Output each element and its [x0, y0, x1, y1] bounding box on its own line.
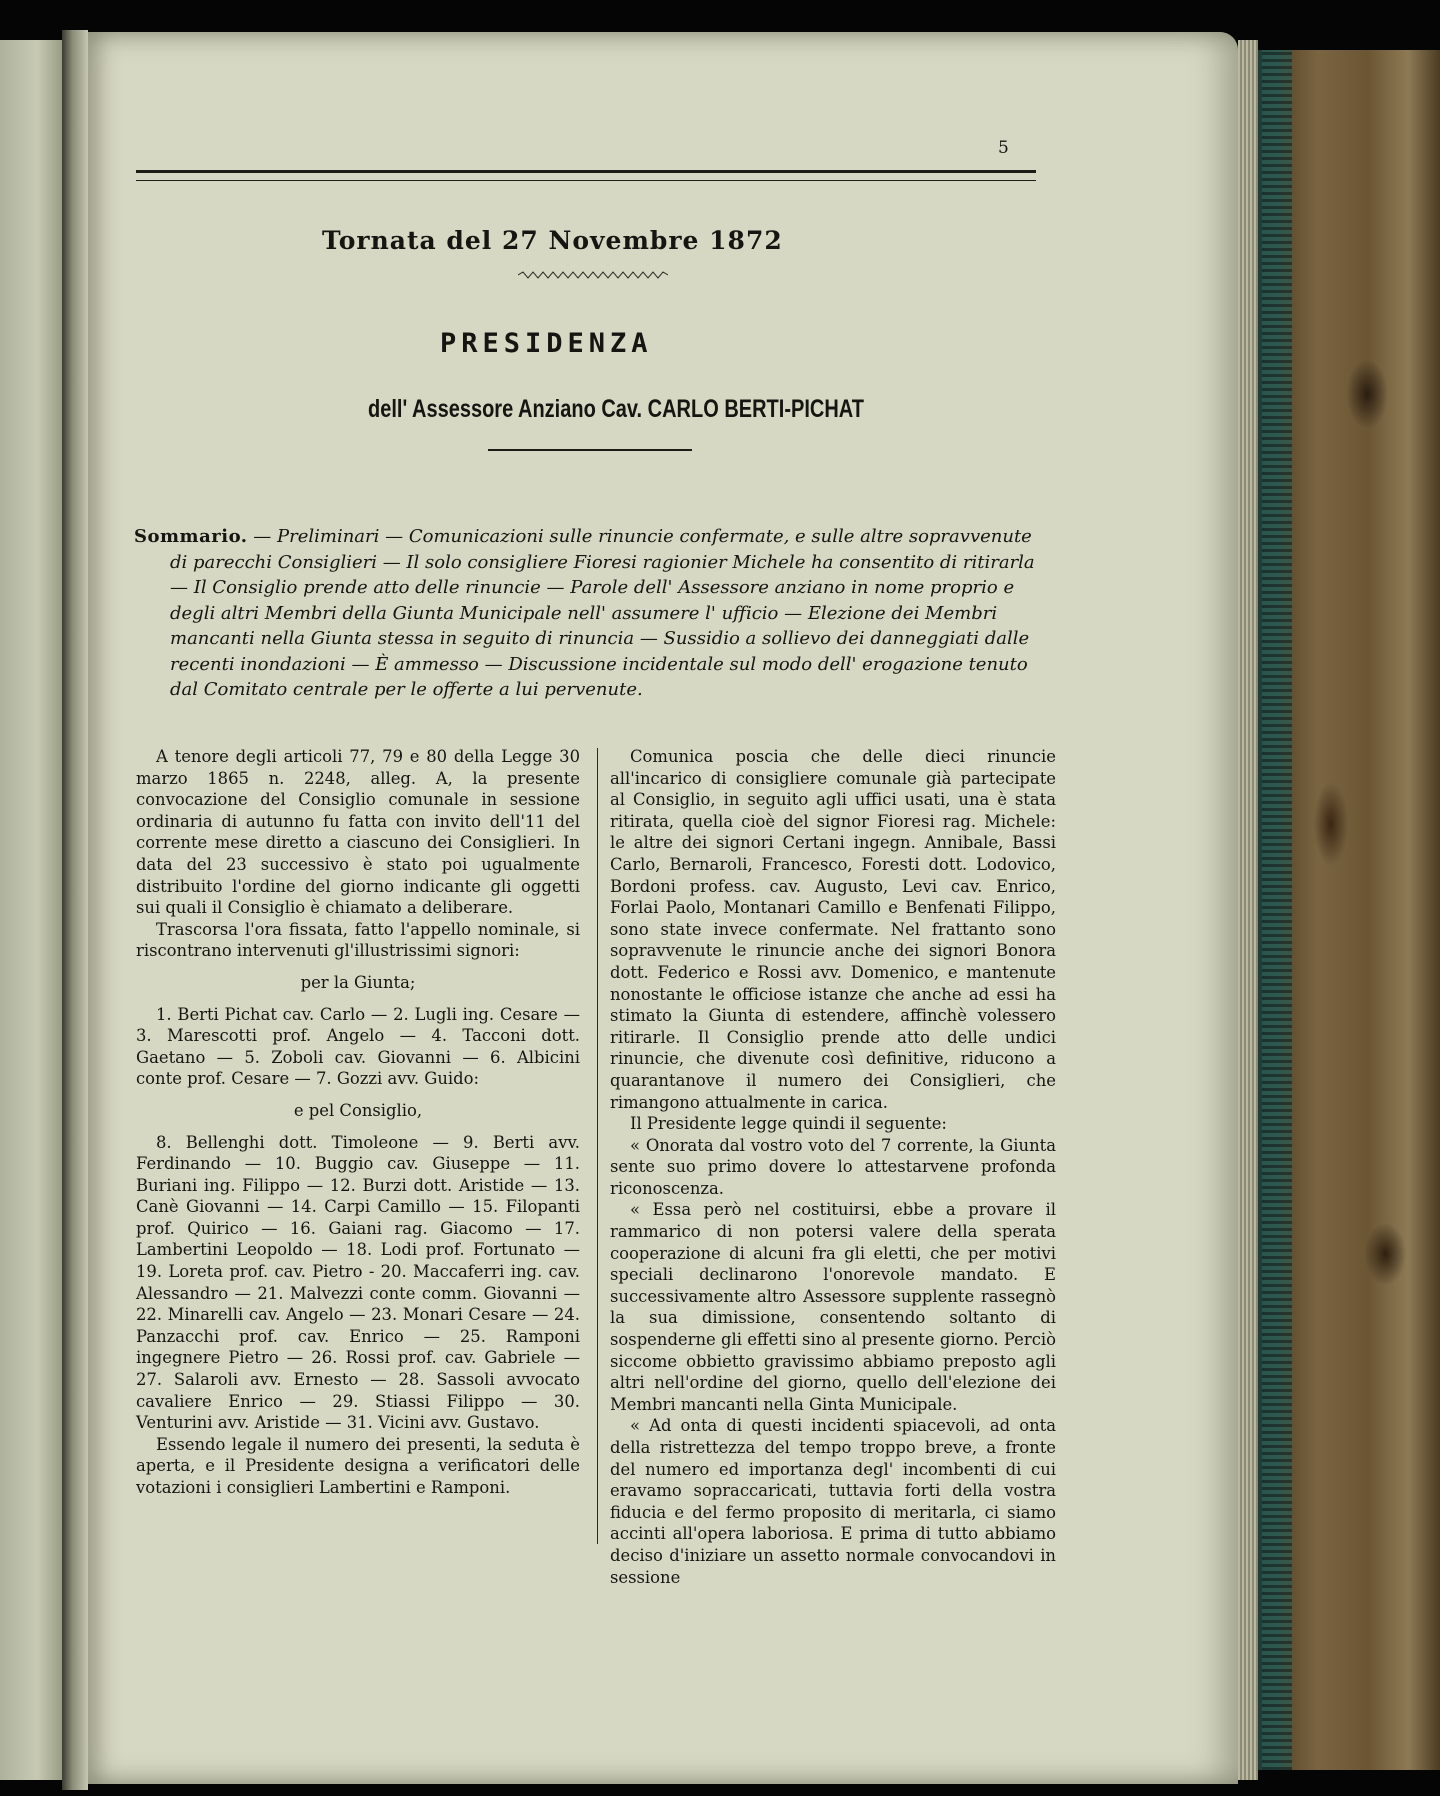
- paragraph: Il Presidente legge quindi il seguente:: [630, 1114, 947, 1134]
- sommario-label: Sommario.: [134, 526, 248, 547]
- consiglio-heading: e pel Consiglio,: [293, 1100, 423, 1120]
- presidenza-heading: PRESIDENZA: [440, 328, 653, 359]
- consiglio-list: 8. Bellenghi dott. Timoleone — 9. Berti avv. Ferdinando — 10. Buggio cav. Giuseppe — 11. Buriani ing. Filippo — 12. Burzi dott. Aristide — 13. Canè Giovanni — 14. Carpi Camillo — 15. Filopanti prof. Quirico — 16. Gaiani rag. Giacomo — 17. Lambertini Leopoldo — 18. Lodi prof. Fortunato — 19. Loreta prof. cav. Pietro - 20. Maccaferri ing. cav. Alessandro — 21. Malvezzi conte comm. Giovanni — 22. Minarelli cav. Angelo — 23. Monari Cesare — 24. Panzacchi prof. cav. Enrico — 25. Ramponi ingegnere Pietro — 26. Rossi prof. cav. Gabriele — 27. Salaroli avv. Ernesto — 28. Sassoli avvocato cavaliere Enrico — 29. Stiassi Filippo — 30. Venturini avv. Aristide — 31. Vicini avv. Gustavo.: [136, 1132, 580, 1433]
- ornament-divider: [518, 270, 668, 280]
- presidenza-subheading: dell' Assessore Anziano Cav. CARLO BERTI-PICHAT: [368, 395, 864, 423]
- paragraph: Trascorsa l'ora fissata, fatto l'appello nominale, si riscontrano intervenuti gl'illustrissimi signori:: [136, 919, 580, 961]
- paragraph: « Ad onta di questi incidenti spiacevoli, ad onta della ristrettezza del tempo troppo breve, a fronte del numero ed importanza degl' incombenti di cui eravamo sopraccaricati, tuttavia forti della vostra fiducia e del fermo proposito di meritarla, ci siamo accinti all'opera laboriosa. E prima di tutto abbiamo deciso d'iniziare un assetto normale convocandovi in sessione: [610, 1416, 1056, 1587]
- header-rule: [136, 170, 1036, 181]
- sommario-text: — Preliminari — Comunicazioni sulle rinuncie confermate, e sulle altre sopravvenute di parecchi Consiglieri — Il solo consigliere Fioresi ragionier Michele ha consentito di ritirarla — Il Consiglio prende atto delle rinuncie — Parole dell' Assessore anziano in nome proprio e degli altri Membri della Giunta Municipale nell' assumere l' ufficio — Elezione dei Membri mancanti nella Giunta stessa in seguito di rinuncia — Sussidio a sollievo dei danneggiati dalle recenti inondazioni — È ammesso — Discussione incidentale sul modo dell' erogazione tenuto dal Comitato centrale per le offerte a lui pervenute.: [170, 526, 1035, 700]
- paragraph: « Onorata dal vostro voto del 7 corrente, la Giunta sente suo primo dovere lo attestarvene profonda riconoscenza.: [610, 1135, 1056, 1198]
- sommario: [134, 524, 1048, 703]
- page-number: 5: [998, 138, 1009, 158]
- short-rule: [488, 449, 692, 451]
- left-column: [136, 746, 580, 1499]
- paragraph: A tenore degli articoli 77, 79 e 80 della Legge 30 marzo 1865 n. 2248, alleg. A, la presente convocazione del Consiglio comunale in sessione ordinaria di autunno fu fatta con invito dell'11 del corrente mese diretto a ciascuno dei Consiglieri. In data del 23 successivo è stato poi ugualmente distribuito l'ordine del giorno indicante gli oggetti sui quali il Consiglio è chiamato a deliberare.: [136, 747, 580, 918]
- paragraph: « Essa però nel costituirsi, ebbe a provare il rammarico di non potersi valere della sperata cooperazione di alcuni fra gli eletti, che per motivi speciali declinarono l'onorevole mandato. E successivamente altro Assessore supplente rassegnò la sua dimissione, consentendo soltanto di sospenderne gli effetti sino al presente giorno. Perciò siccome obbietto gravissimo abbiamo preposto agli altri nell'ordine del giorno, quello dell'elezione dei Membri mancanti nella Ginta Municipale.: [610, 1200, 1056, 1414]
- giunta-list: 1. Berti Pichat cav. Carlo — 2. Lugli ing. Cesare — 3. Marescotti prof. Angelo — 4. Tacconi dott. Gaetano — 5. Zoboli cav. Giovanni — 6. Albicini conte prof. Cesare — 7. Gozzi avv. Guido:: [136, 1004, 580, 1089]
- paragraph: Essendo legale il numero dei presenti, la seduta è aperta, e il Presidente designa a verificatori delle votazioni i consiglieri Lambertini e Ramponi.: [136, 1434, 580, 1497]
- right-column: [610, 746, 1056, 1588]
- paragraph: Comunica poscia che delle dieci rinuncie all'incarico di consigliere comunale già partecipate al Consiglio, in seguito agli uffici usati, una è stata ritirata, quella cioè del signor Fioresi rag. Michele: le altre dei signori Certani ingegn. Annibale, Bassi Carlo, Bernaroli, Francesco, Foresti dott. Lodovico, Bordoni profess. cav. Augusto, Levi cav. Enrico, Forlai Paolo, Montanari Camillo e Benfenati Filippo, sono state invece confermate. Nel frattanto sono sopravvenute le rinuncie anche dei signori Bonora dott. Federico e Rossi avv. Domenico, e mantenute nonostante le officiose istanze che anche ad essi ha stimato la Giunta di estendere, affinchè volessero ritirarle. Il Consiglio prende atto delle undici rinuncie, che divenute così definitive, riducono a quarantanove il numero dei Consiglieri, che rimangono attualmente in carica.: [610, 747, 1056, 1112]
- column-divider: [597, 748, 598, 1544]
- session-title: Tornata del 27 Novembre 1872: [322, 226, 783, 255]
- giunta-heading: per la Giunta;: [300, 972, 416, 992]
